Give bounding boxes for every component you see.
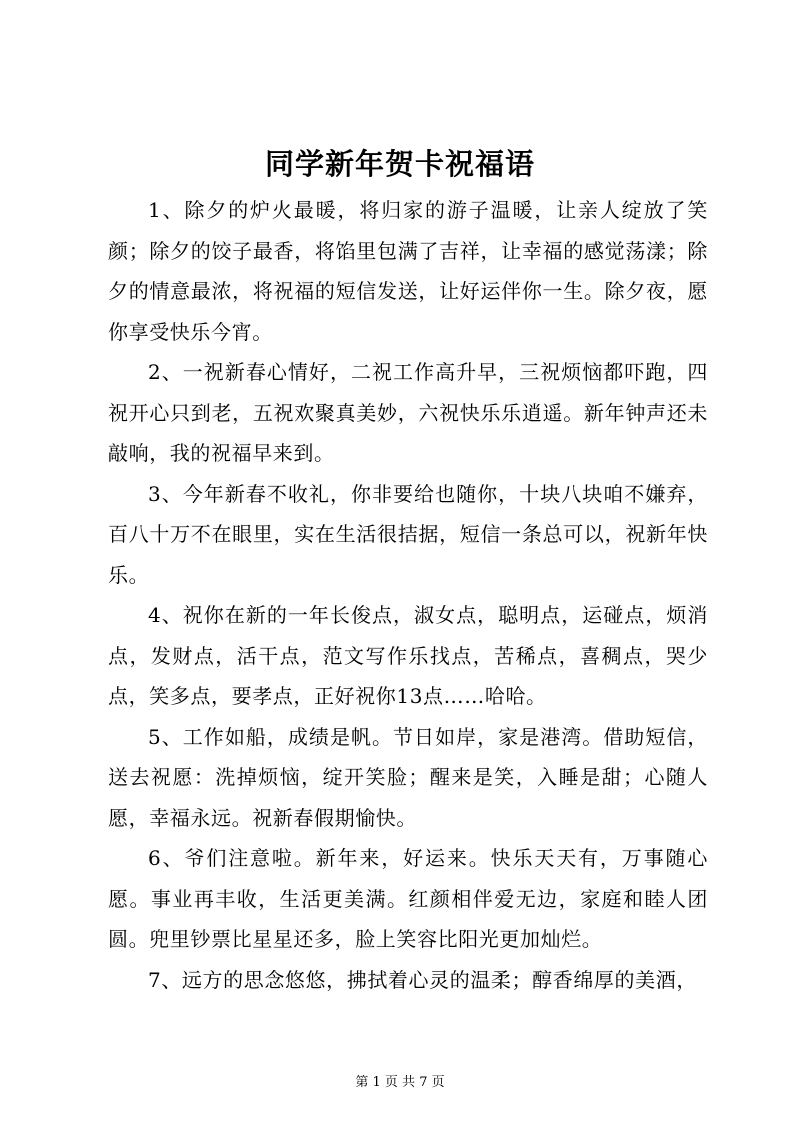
paragraph-2: 2、一祝新春心情好，二祝工作高升早，三祝烦恼都吓跑，四祝开心只到老，五祝欢聚真美妙，六祝快乐乐逍遥。新年钟声还未敲响，我的祝福早来到。	[108, 360, 708, 465]
paragraph-4: 4、祝你在新的一年长俊点，淑女点，聪明点，运碰点，烦消点，发财点，活干点，范文写作乐找点，苦稀点，喜稠点，哭少点，笑多点，要孝点，正好祝你13点……哈哈。	[108, 603, 708, 708]
paragraph-1: 1、除夕的炉火最暖，将归家的游子温暖，让亲人绽放了笑颜；除夕的饺子最香，将馅里包满了吉祥，让幸福的感觉荡漾；除夕的情意最浓，将祝福的短信发送，让好运伴你一生。除夕夜，愿你享受快乐今宵。	[108, 198, 708, 344]
page-number-footer: 第 1 页 共 7 页	[355, 1075, 445, 1090]
paragraph-6: 6、爷们注意啦。新年来，好运来。快乐天天有，万事随心愿。事业再丰收，生活更美满。红颜相伴爱无边，家庭和睦人团圆。兜里钞票比星星还多，脸上笑容比阳光更加灿烂。	[108, 846, 708, 951]
paragraph-7: 7、远方的思念悠悠，拂拭着心灵的温柔；醇香绵厚的美酒，	[148, 967, 697, 992]
paragraph-5: 5、工作如船，成绩是帆。节日如岸，家是港湾。借助短信，送去祝愿：洗掉烦恼，绽开笑脸；醒来是笑，入睡是甜；心随人愿，幸福永远。祝新春假期愉快。	[108, 724, 708, 830]
document-title: 同学新年贺卡祝福语	[264, 147, 535, 181]
paragraph-3: 3、今年新春不收礼，你非要给也随你，十块八块咱不嫌弃，百八十万不在眼里，实在生活很拮据，短信一条总可以，祝新年快乐。	[108, 481, 708, 587]
document-body	[108, 190, 708, 1000]
